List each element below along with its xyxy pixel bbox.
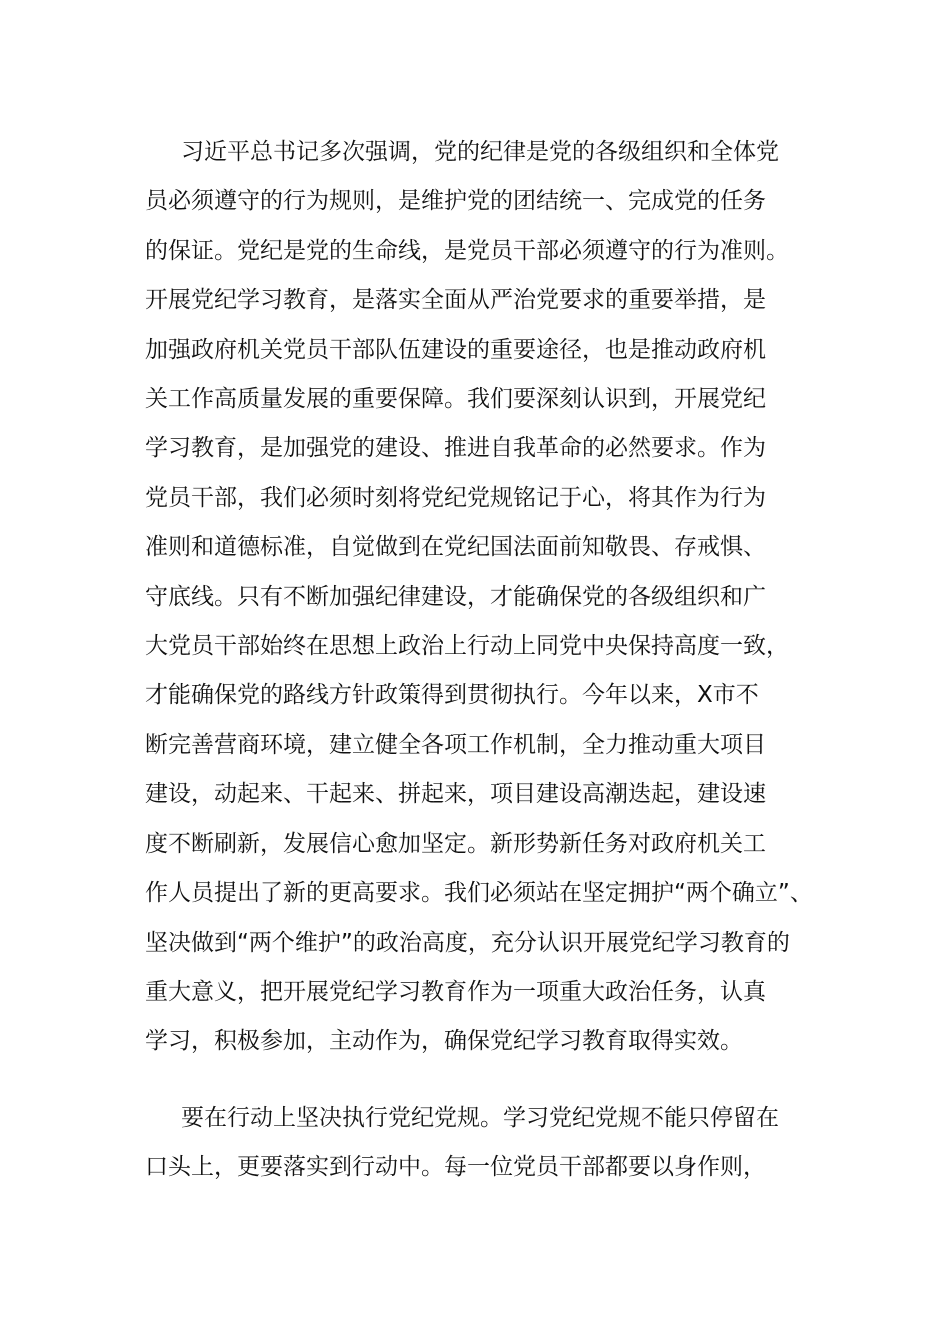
- text-line: 断完善营商环境，建立健全各项工作机制，全力推动重大项目: [145, 731, 766, 758]
- text-line: 学习教育，是加强党的建设、推进自我革命的必然要求。作为: [145, 435, 766, 462]
- text-line: 度不断刷新，发展信心愈加坚定。新形势新任务对政府机关工: [145, 830, 766, 857]
- text-line: 守底线。只有不断加强纪律建设，才能确保党的各级组织和广: [145, 583, 766, 610]
- text-line: 开展党纪学习教育，是落实全面从严治党要求的重要举措，是: [145, 287, 766, 314]
- text-line: 习近平总书记多次强调，党的纪律是党的各级组织和全体党: [181, 139, 779, 165]
- paragraph-2: [145, 1094, 815, 1193]
- text-line: 重大意义，把开展党纪学习教育作为一项重大政治任务，认真: [145, 978, 766, 1005]
- text-line: 大党员干部始终在思想上政治上行动上同党中央保持高度一致，: [145, 633, 789, 660]
- text-line: 学习，积极参加，主动作为，确保党纪学习教育取得实效。: [145, 1028, 743, 1055]
- text-line: 加强政府机关党员干部队伍建设的重要途径，也是推动政府机: [145, 336, 766, 363]
- text-line: 的保证。党纪是党的生命线，是党员干部必须遵守的行为准则。: [145, 237, 789, 264]
- text-line: 作人员提出了新的更高要求。我们必须站在坚定拥护“两个确立”、: [145, 880, 813, 907]
- text-line: 准则和道德标准，自觉做到在党纪国法面前知敬畏、存戒惧、: [145, 534, 766, 561]
- text-line: 坚决做到“两个维护”的政治高度，充分认识开展党纪学习教育的: [145, 929, 790, 956]
- paragraph-1: [145, 128, 815, 1067]
- text-line: 党员干部，我们必须时刻将党纪党规铭记于心，将其作为行为: [145, 484, 766, 511]
- text-line: 建设，动起来、干起来、拼起来，项目建设高潮迭起，建设速: [145, 781, 766, 808]
- text-line: 口头上，更要落实到行动中。每一位党员干部都要以身作则，: [145, 1154, 766, 1181]
- text-line: 员必须遵守的行为规则，是维护党的团结统一、完成党的任务: [145, 188, 766, 215]
- text-line: 要在行动上坚决执行党纪党规。学习党纪党规不能只停留在: [181, 1105, 779, 1131]
- text-line: 关工作高质量发展的重要保障。我们要深刻认识到，开展党纪: [145, 386, 766, 413]
- text-line: 才能确保党的路线方针政策得到贯彻执行。今年以来，X市不: [145, 682, 759, 709]
